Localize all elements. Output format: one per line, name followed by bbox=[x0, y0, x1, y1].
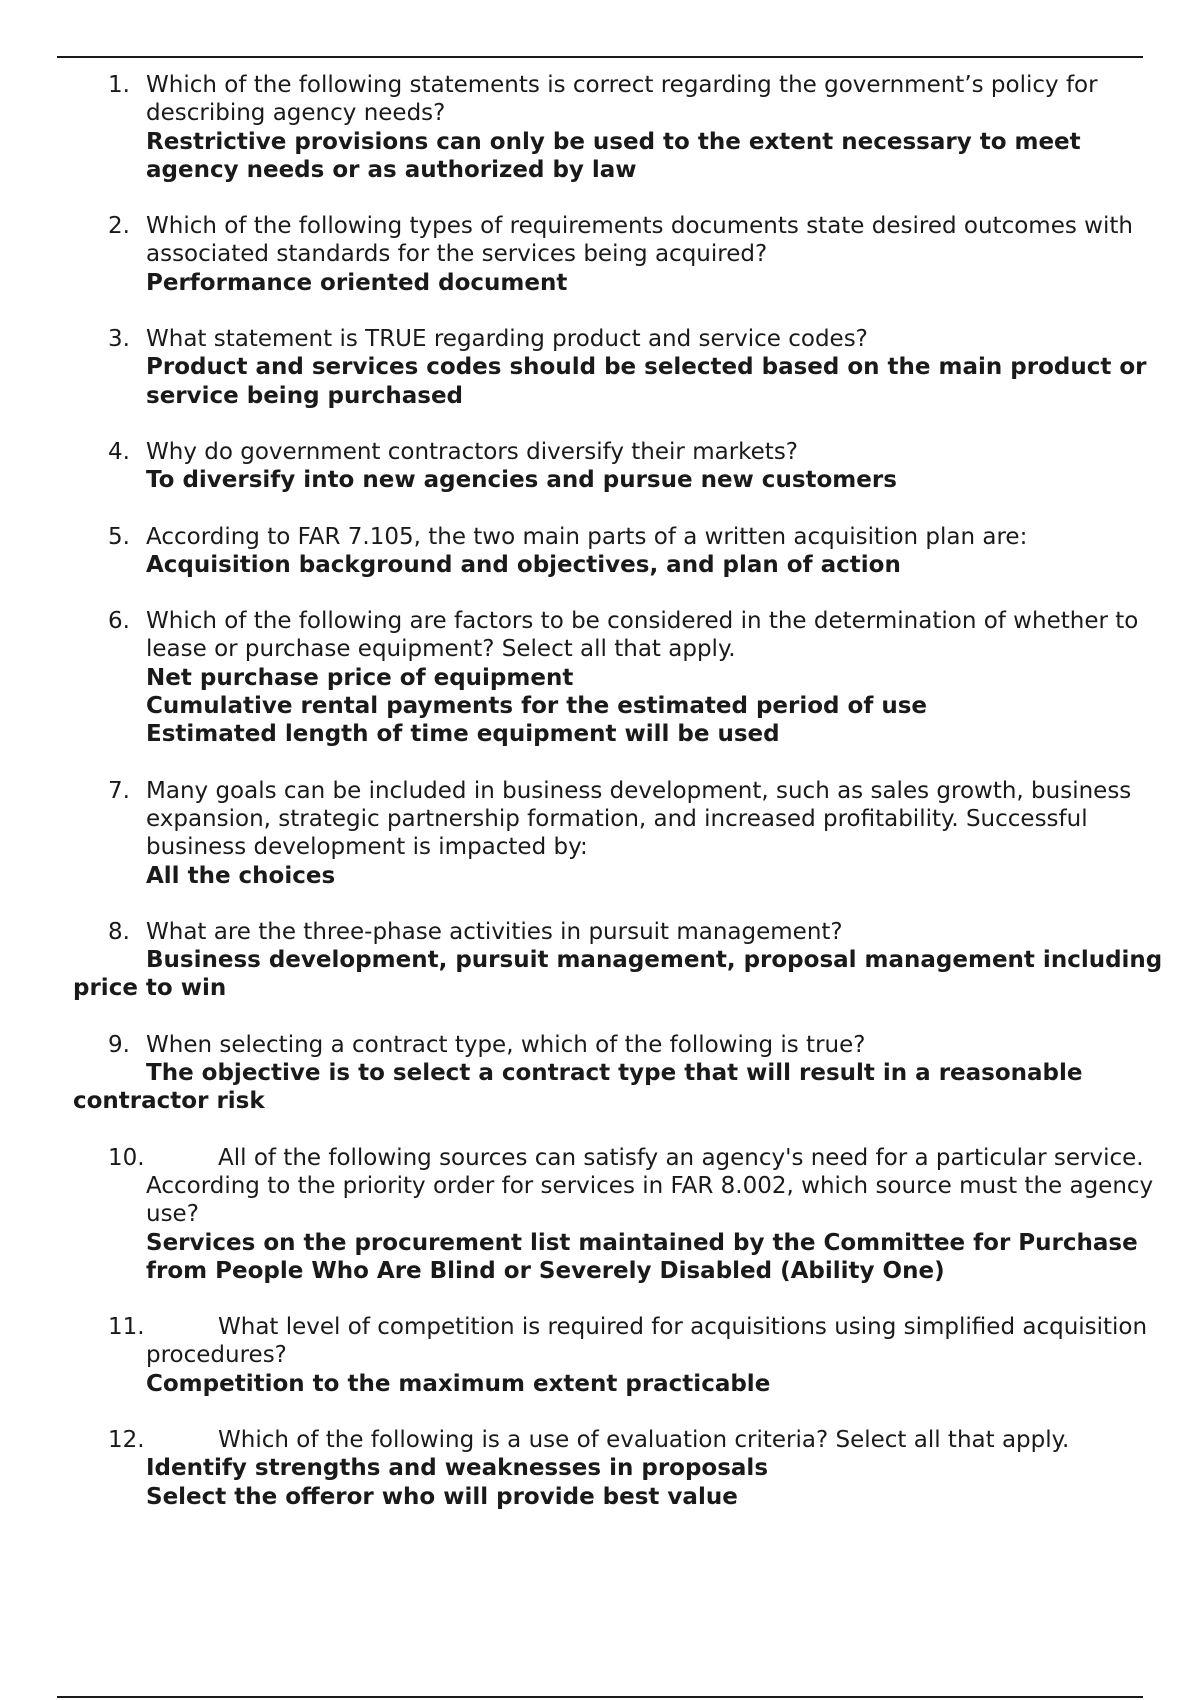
question-number: 12. bbox=[108, 1426, 145, 1453]
question-number: 9. bbox=[108, 1031, 130, 1058]
question-number: 1. bbox=[108, 72, 130, 98]
question-item bbox=[0, 918, 1200, 1003]
question-text: Which of the following statements is correct regarding the government’s policy for describing agency needs? bbox=[146, 72, 1098, 127]
answer-text: Services on the procurement list maintained by the Committee for Purchase from People Who Are Blind or Severely Disabled (Ability One) bbox=[146, 1229, 1138, 1284]
question-item bbox=[0, 1313, 1200, 1398]
answer-text: All the choices bbox=[146, 862, 336, 889]
answer-text: Restrictive provisions can only be used to the extent necessary to meet agency needs or as authorized by law bbox=[146, 128, 1081, 183]
question-text: Which of the following types of requirements documents state desired outcomes with associated standards for the services being acquired? bbox=[146, 213, 1133, 268]
question-text: What level of competition is required for acquisitions using simplified acquisition procedures? bbox=[146, 1314, 1148, 1369]
question-item bbox=[0, 607, 1200, 748]
question-item bbox=[0, 1144, 1200, 1285]
answer-text: Select the offeror who will provide best value bbox=[146, 1483, 738, 1510]
question-item bbox=[0, 777, 1200, 890]
bottom-rule bbox=[57, 1696, 1143, 1698]
top-rule bbox=[57, 56, 1143, 58]
question-list bbox=[0, 71, 1200, 1539]
question-number: 11. bbox=[108, 1314, 145, 1341]
answer-text: Acquisition background and objectives, and plan of action bbox=[146, 551, 901, 578]
question-number: 8. bbox=[108, 918, 130, 945]
answer-text: Product and services codes should be selected based on the main product or service being purchased bbox=[146, 354, 1147, 409]
question-text: Which of the following are factors to be considered in the determination of whether to lease or purchase equipment? Select all that apply. bbox=[146, 608, 1139, 663]
question-text: What are the three-phase activities in pursuit management? bbox=[146, 918, 843, 945]
answer-text: Performance oriented document bbox=[146, 269, 568, 296]
question-item bbox=[0, 1426, 1200, 1511]
question-text: Which of the following is a use of evaluation criteria? Select all that apply. bbox=[218, 1426, 1070, 1453]
question-text: All of the following sources can satisfy an agency's need for a particular service. According to the priority order for services in FAR 8.002, which source must the agency use? bbox=[146, 1144, 1154, 1228]
question-item bbox=[0, 71, 1200, 184]
question-item bbox=[0, 523, 1200, 580]
question-number: 3. bbox=[108, 326, 130, 353]
answer-text: Competition to the maximum extent practicable bbox=[146, 1370, 771, 1397]
question-text: Why do government contractors diversify their markets? bbox=[146, 438, 799, 465]
question-number: 6. bbox=[108, 608, 130, 635]
question-text: Many goals can be included in business development, such as sales growth, business expansion, strategic partnership formation, and increased profitability. Successful business development is impacted by: bbox=[146, 777, 1132, 861]
question-item bbox=[0, 325, 1200, 410]
question-text: What statement is TRUE regarding product and service codes? bbox=[146, 326, 868, 353]
answer-text: To diversify into new agencies and pursue new customers bbox=[146, 467, 897, 494]
question-number: 7. bbox=[108, 777, 130, 804]
question-number: 5. bbox=[108, 523, 130, 550]
question-number: 10. bbox=[108, 1144, 145, 1171]
answer-text: Business development, pursuit management, proposal management including price to win bbox=[73, 947, 1163, 1002]
answer-text: Net purchase price of equipment bbox=[146, 664, 574, 691]
question-text: When selecting a contract type, which of the following is true? bbox=[146, 1031, 866, 1058]
question-item bbox=[0, 1031, 1200, 1116]
answer-text: Cumulative rental payments for the estimated period of use bbox=[146, 693, 927, 720]
question-item bbox=[0, 212, 1200, 297]
answer-text: The objective is to select a contract type that will result in a reasonable contractor risk bbox=[73, 1060, 1083, 1115]
answer-text: Identify strengths and weaknesses in proposals bbox=[146, 1455, 769, 1482]
question-item bbox=[0, 438, 1200, 495]
answer-text: Estimated length of time equipment will be used bbox=[146, 721, 780, 748]
question-number: 2. bbox=[108, 213, 130, 240]
question-text: According to FAR 7.105, the two main parts of a written acquisition plan are: bbox=[146, 523, 1028, 550]
question-number: 4. bbox=[108, 438, 130, 465]
